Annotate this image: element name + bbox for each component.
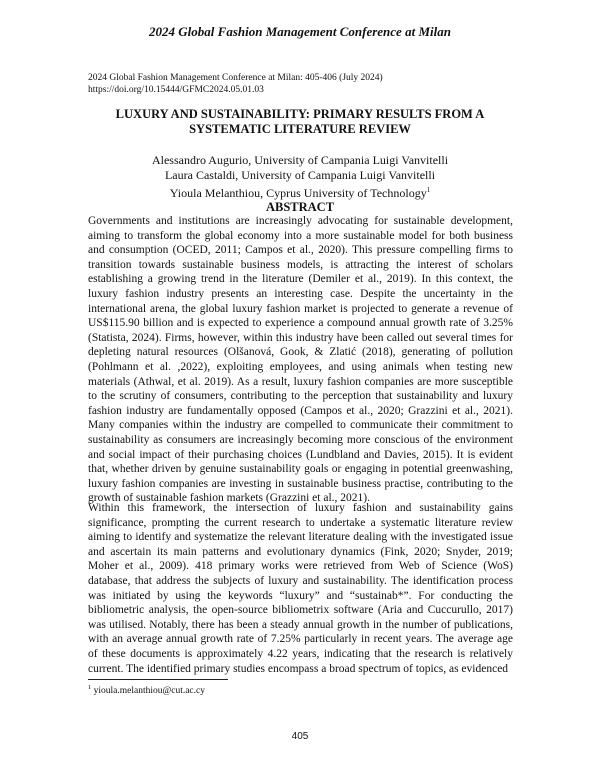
abstract-heading: ABSTRACT bbox=[265, 200, 335, 214]
author-list bbox=[88, 153, 512, 201]
running-head: 2024 Global Fashion Management Conference at Milan bbox=[149, 24, 451, 39]
title-line: SYSTEMATIC LITERATURE REVIEW bbox=[189, 122, 411, 136]
author-name: Yioula Melanthiou, Cyprus University of Technology bbox=[169, 186, 427, 200]
abstract-paragraph: Governments and institutions are increasingly advocating for sustainable development, aiming to transform the global economy into a more sustainable model for both business and consumption (OCED, 2011; Campos et al., 2020). This pressure compelling firms to transition towards sustainable business models, is attracting the interest of scholars establishing a growing trend in the literature (Demiler et al., 2019). In this context, the luxury fashion industry presents an interesting case. Despite the uncertainty in the international arena, the global luxury fashion market is projected to generate a revenue of US$115.90 billion and is expected to experience a compound annual growth rate of 3.25% (Statista, 2024). Firms, however, within this industry have been called out several times for depleting natural resources (Olšanová, Gook, & Zlatić (2018), generating of pollution (Pohlmann et al. ,2022), exploiting employees, and using animals when testing new materials (Athwal, et al. 2019). As a result, luxury fashion companies are more susceptible to the scrutiny of consumers, contributing to the perception that sustainability and luxury fashion industry are fundamentally opposed (Campos et al., 2020; Grazzini et al., 2021). Many companies within the industry are compelled to communicate their commitment to sustainability as consumers are increasingly becoming more conscious of the environment and social impact of their purchasing choices (Lundbland and Davies, 2015). It is evident that, whether driven by genuine sustainability goals or engaging in potential greenwashing, luxury fashion companies are investing in sustainable business practise, contributing to the growth of sustainable fashion markets (Grazzini et al., 2021). bbox=[88, 215, 513, 505]
footnote-divider bbox=[88, 679, 228, 680]
doi-link[interactable]: https://doi.org/10.15444/GFMC2024.05.01.03 bbox=[88, 85, 264, 95]
footnote-marker: 1 bbox=[88, 684, 92, 691]
author-line bbox=[88, 183, 512, 201]
page-number: 405 bbox=[291, 731, 309, 742]
footnote-marker: 1 bbox=[426, 186, 431, 194]
abstract-paragraph: Within this framework, the intersection of luxury fashion and sustainability gains significance, prompting the current research to undertake a systematic literature review aiming to identify and systematize the relevant literature dealing with the investigated issue and ascertain its main patterns and evolutionary dynamics (Fink, 2020; Snyder, 2019; Moher et al., 2009). 418 primary works were retrieved from Web of Science (WoS) database, that address the subjects of luxury and sustainability. The identification process was initiated by using the keywords “luxury” and “sustainab*”. For conducting the bibliometric analysis, the open-source bibliometrix software (Aria and Cuccurullo, 2017) was utilised. Notably, there has been a steady annual growth in the number of publications, with an average annual growth rate of 7.25% particularly in recent years. The average age of these documents is approximately 4.22 years, indicating that the research is relatively current. The identified primary studies encompass a broad spectrum of topics, as evidenced bbox=[88, 502, 513, 675]
title-line: LUXURY AND SUSTAINABILITY: PRIMARY RESULTS FROM A bbox=[115, 107, 485, 121]
citation-line: 2024 Global Fashion Management Conference at Milan: 405-406 (July 2024) bbox=[88, 73, 383, 83]
author-line: Alessandro Augurio, University of Campania Luigi Vanvitelli bbox=[151, 153, 449, 167]
paper-title bbox=[88, 107, 512, 137]
citation-block bbox=[88, 72, 383, 96]
author-line: Laura Castaldi, University of Campania Luigi Vanvitelli bbox=[164, 168, 436, 182]
footnote bbox=[88, 684, 205, 696]
footnote-email: yioula.melanthiou@cut.ac.cy bbox=[91, 686, 205, 697]
